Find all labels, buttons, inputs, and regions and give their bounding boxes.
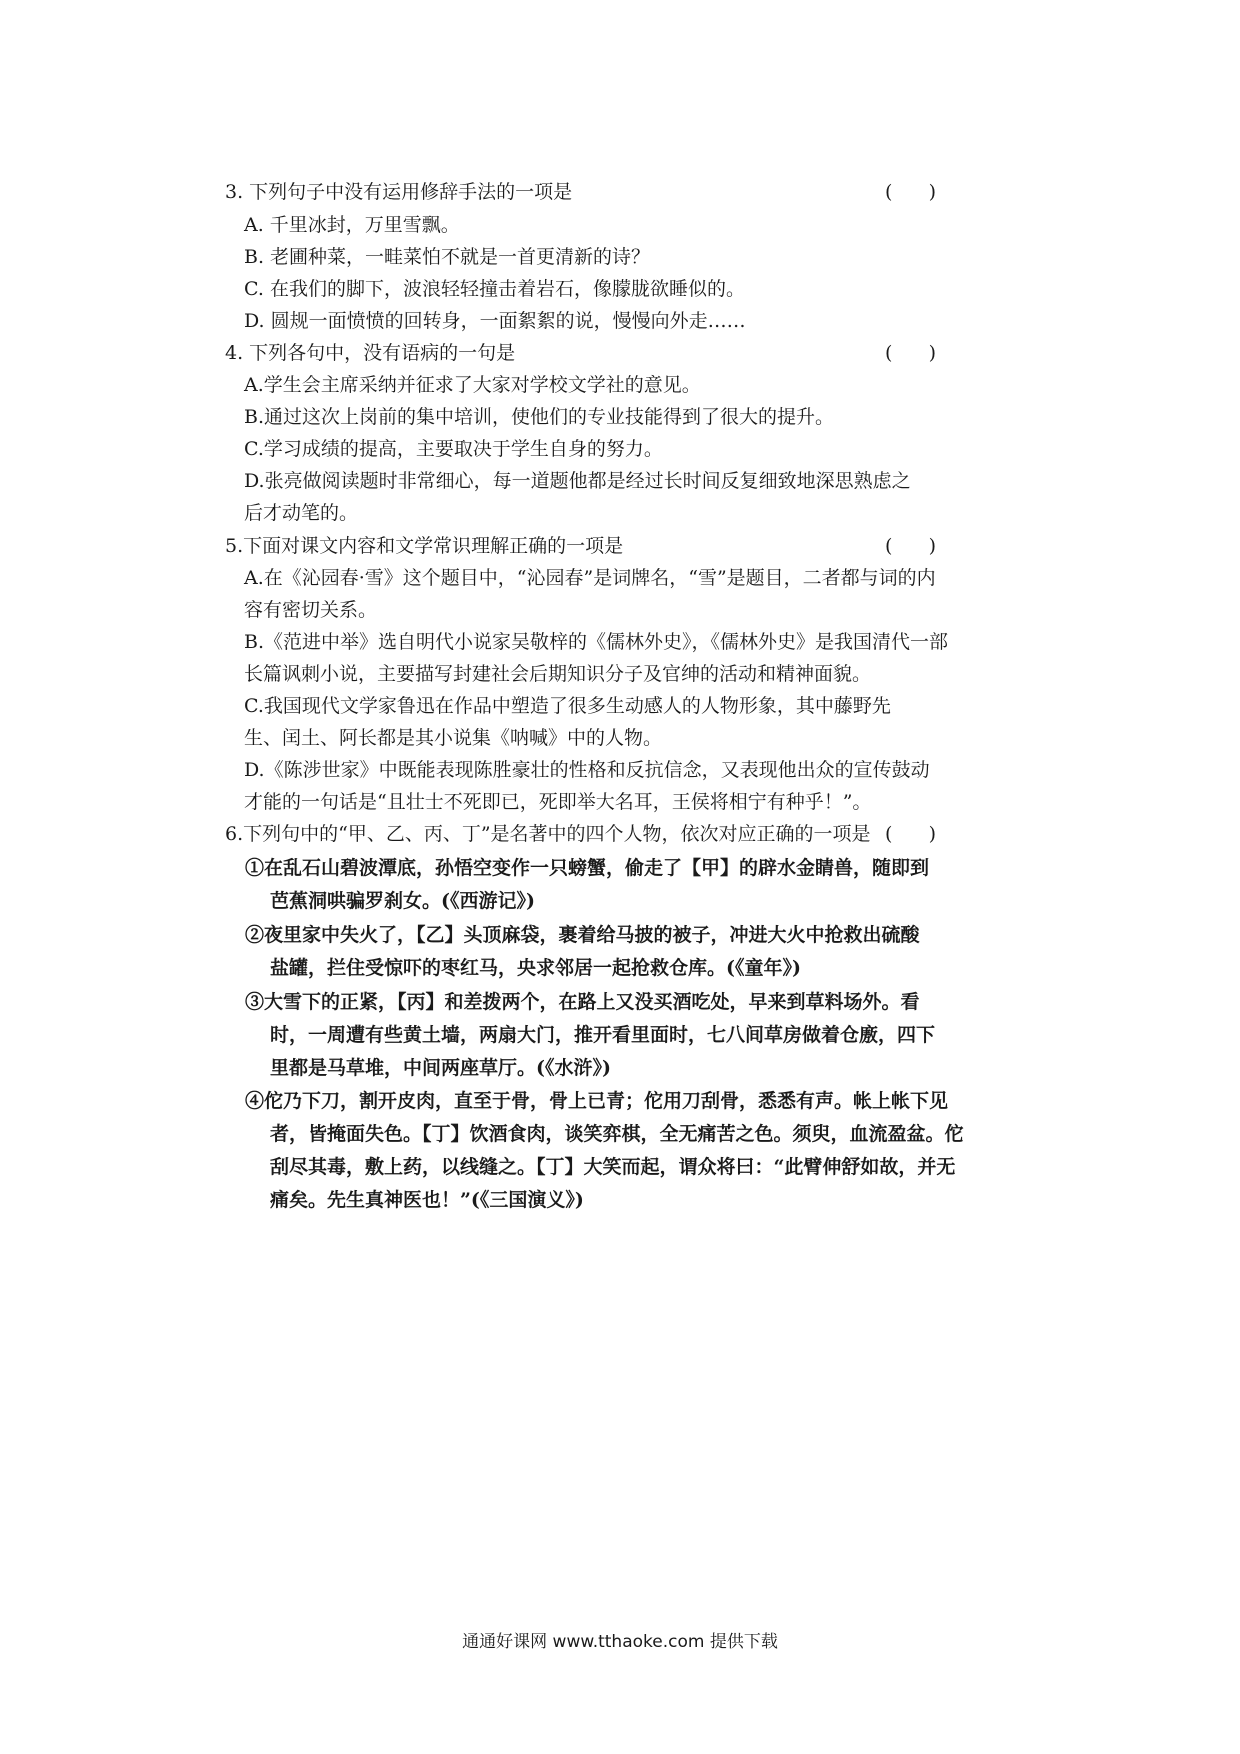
q4-option-b: B.通过这次上岗前的集中培训，使他们的专业技能得到了很大的提升。 <box>244 406 835 428</box>
q5-answer-bracket: ( ) <box>885 535 937 557</box>
q4-stem: 4. 下列各句中，没有语病的一句是 <box>225 342 516 364</box>
q6-passage-1-continued: 芭蕉洞哄骗罗刹女。(《西游记》) <box>270 890 535 912</box>
q5-option-d-continued: 才能的一句话是“且壮士不死即已，死即举大名耳，王侯将相宁有种乎！”。 <box>244 791 872 813</box>
q6-passage-3-continued-2: 里都是马草堆，中间两座草厅。(《水浒》) <box>270 1057 611 1079</box>
q6-stem: 6.下列句中的“甲、乙、丙、丁”是名著中的四个人物，依次对应正确的一项是 <box>225 823 871 845</box>
q5-stem: 5.下面对课文内容和文学常识理解正确的一项是 <box>225 535 624 557</box>
q6-passage-4-continued-2: 刮尽其毒，敷上药，以线缝之。【丁】大笑而起，谓众将曰：“此臂伸舒如故，并无 <box>270 1156 956 1178</box>
q3-option-b: B. 老圃种菜，一畦菜怕不就是一首更清新的诗？ <box>244 246 651 268</box>
q4-option-c: C.学习成绩的提高，主要取决于学生自身的努力。 <box>244 438 663 460</box>
q6-passage-1: ①在乱石山碧波潭底，孙悟空变作一只螃蟹，偷走了【甲】的辟水金睛兽，随即到 <box>245 857 930 879</box>
q6-passage-4-continued-3: 痛矣。先生真神医也！”(《三国演义》) <box>270 1189 584 1211</box>
q3-option-c: C. 在我们的脚下，波浪轻轻撞击着岩石，像朦胧欲睡似的。 <box>244 278 745 300</box>
q3-option-d: D. 圆规一面愤愤的回转身，一面絮絮的说，慢慢向外走…… <box>244 310 746 332</box>
q4-answer-bracket: ( ) <box>885 342 937 364</box>
q3-stem: 3. 下列句子中没有运用修辞手法的一项是 <box>225 181 573 203</box>
q6-passage-2: ②夜里家中失火了，【乙】头顶麻袋，裹着给马披的被子，冲进大火中抢救出硫酸 <box>245 924 920 946</box>
q6-passage-3-continued-1: 时，一周遭有些黄土墙，两扇大门，推开看里面时，七八间草房做着仓廒，四下 <box>270 1024 936 1046</box>
q5-option-c: C.我国现代文学家鲁迅在作品中塑造了很多生动感人的人物形象，其中藤野先 <box>244 695 891 717</box>
q5-option-a-continued: 容有密切关系。 <box>244 599 378 621</box>
q4-option-d: D.张亮做阅读题时非常细心，每一道题他都是经过长时间反复细致地深思熟虑之 <box>244 470 911 492</box>
footer-download-note: 通通好课网 www.tthaoke.com 提供下载 <box>462 1632 778 1652</box>
q6-passage-4: ④佗乃下刀，割开皮肉，直至于骨，骨上已青；佗用刀刮骨，悉悉有声。帐上帐下见 <box>245 1090 949 1112</box>
q6-passage-4-continued-1: 者，皆掩面失色。【丁】饮酒食肉，谈笑弈棋，全无痛苦之色。须臾，血流盈盆。佗 <box>270 1123 964 1145</box>
q5-option-d: D.《陈涉世家》中既能表现陈胜豪壮的性格和反抗信念，又表现他出众的宣传鼓动 <box>244 759 930 781</box>
q3-option-a: A. 千里冰封，万里雪飘。 <box>244 214 460 236</box>
q5-option-c-continued: 生、闰土、阿长都是其小说集《呐喊》中的人物。 <box>244 727 663 749</box>
q6-answer-bracket: ( ) <box>885 823 937 845</box>
q4-option-d-continued: 后才动笔的。 <box>244 502 359 524</box>
q5-option-b: B.《范进中举》选自明代小说家吴敬梓的《儒林外史》，《儒林外史》是我国清代一部 <box>244 631 949 653</box>
q6-passage-2-continued: 盐罐，拦住受惊吓的枣红马，央求邻居一起抢救仓库。(《童年》) <box>270 957 801 979</box>
q4-option-a: A.学生会主席采纳并征求了大家对学校文学社的意见。 <box>244 374 701 396</box>
q5-option-b-continued: 长篇讽刺小说，主要描写封建社会后期知识分子及官绅的活动和精神面貌。 <box>244 663 872 685</box>
q6-passage-3: ③大雪下的正紧，【丙】和差拨两个，在路上又没买酒吃处，早来到草料场外。看 <box>245 991 920 1013</box>
q3-answer-bracket: ( ) <box>885 181 937 203</box>
q5-option-a: A.在《沁园春·雪》这个题目中，“沁园春”是词牌名，“雪”是题目，二者都与词的内 <box>244 567 936 589</box>
